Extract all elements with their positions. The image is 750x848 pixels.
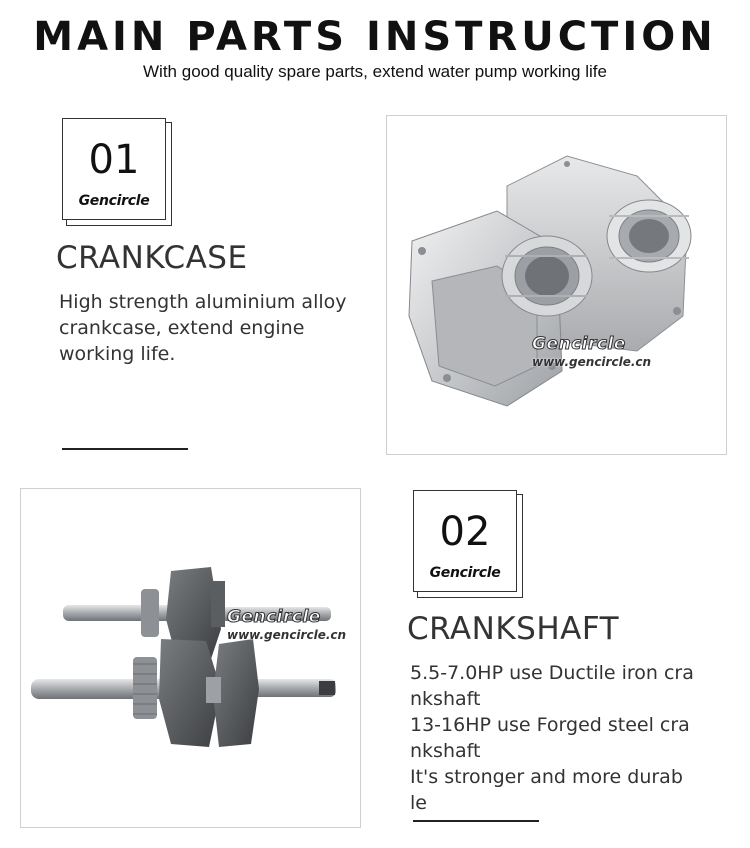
part-description-crankcase (59, 289, 347, 367)
description-line: 13-16HP use Forged steel cra (410, 714, 690, 736)
description-line: High strength aluminium alloy (59, 291, 347, 313)
badge-frame (413, 490, 517, 592)
part-number: 01 (88, 137, 140, 183)
description-line: It's stronger and more durab (410, 766, 683, 788)
description-line: le (410, 792, 427, 814)
crankcase-photo (386, 115, 727, 455)
page-subtitle: With good quality spare parts, extend water pump working life (143, 62, 607, 81)
crankcase-illustration (387, 116, 726, 454)
part-number: 02 (439, 509, 491, 555)
part-name-crankcase: CRANKCASE (56, 240, 248, 276)
description-line: crankcase, extend engine (59, 317, 305, 339)
crankshaft-photo (20, 488, 361, 828)
part-name-crankshaft: CRANKSHAFT (407, 611, 620, 647)
part-description-crankshaft (410, 660, 694, 816)
part-number-badge-01 (62, 118, 166, 220)
page-title: MAIN PARTS INSTRUCTION (33, 14, 717, 60)
description-line: nkshaft (410, 688, 481, 710)
photo-watermark (532, 334, 651, 369)
description-line: nkshaft (410, 740, 481, 762)
description-line: 5.5-7.0HP use Ductile iron cra (410, 662, 694, 684)
brand-logo: Gencircle (429, 565, 501, 581)
part-number-badge-02 (413, 490, 517, 592)
watermark-logo: Gencircle (532, 334, 626, 354)
description-line: working life. (59, 343, 176, 365)
brand-logo: Gencircle (78, 193, 150, 209)
watermark-url: www.gencircle.cn (532, 355, 652, 369)
crankshaft-illustration (21, 489, 360, 827)
photo-watermark (227, 607, 346, 642)
watermark-logo: Gencircle (227, 607, 321, 627)
section-divider (413, 820, 539, 822)
section-divider (62, 448, 188, 450)
badge-frame (62, 118, 166, 220)
watermark-url: www.gencircle.cn (227, 628, 347, 642)
